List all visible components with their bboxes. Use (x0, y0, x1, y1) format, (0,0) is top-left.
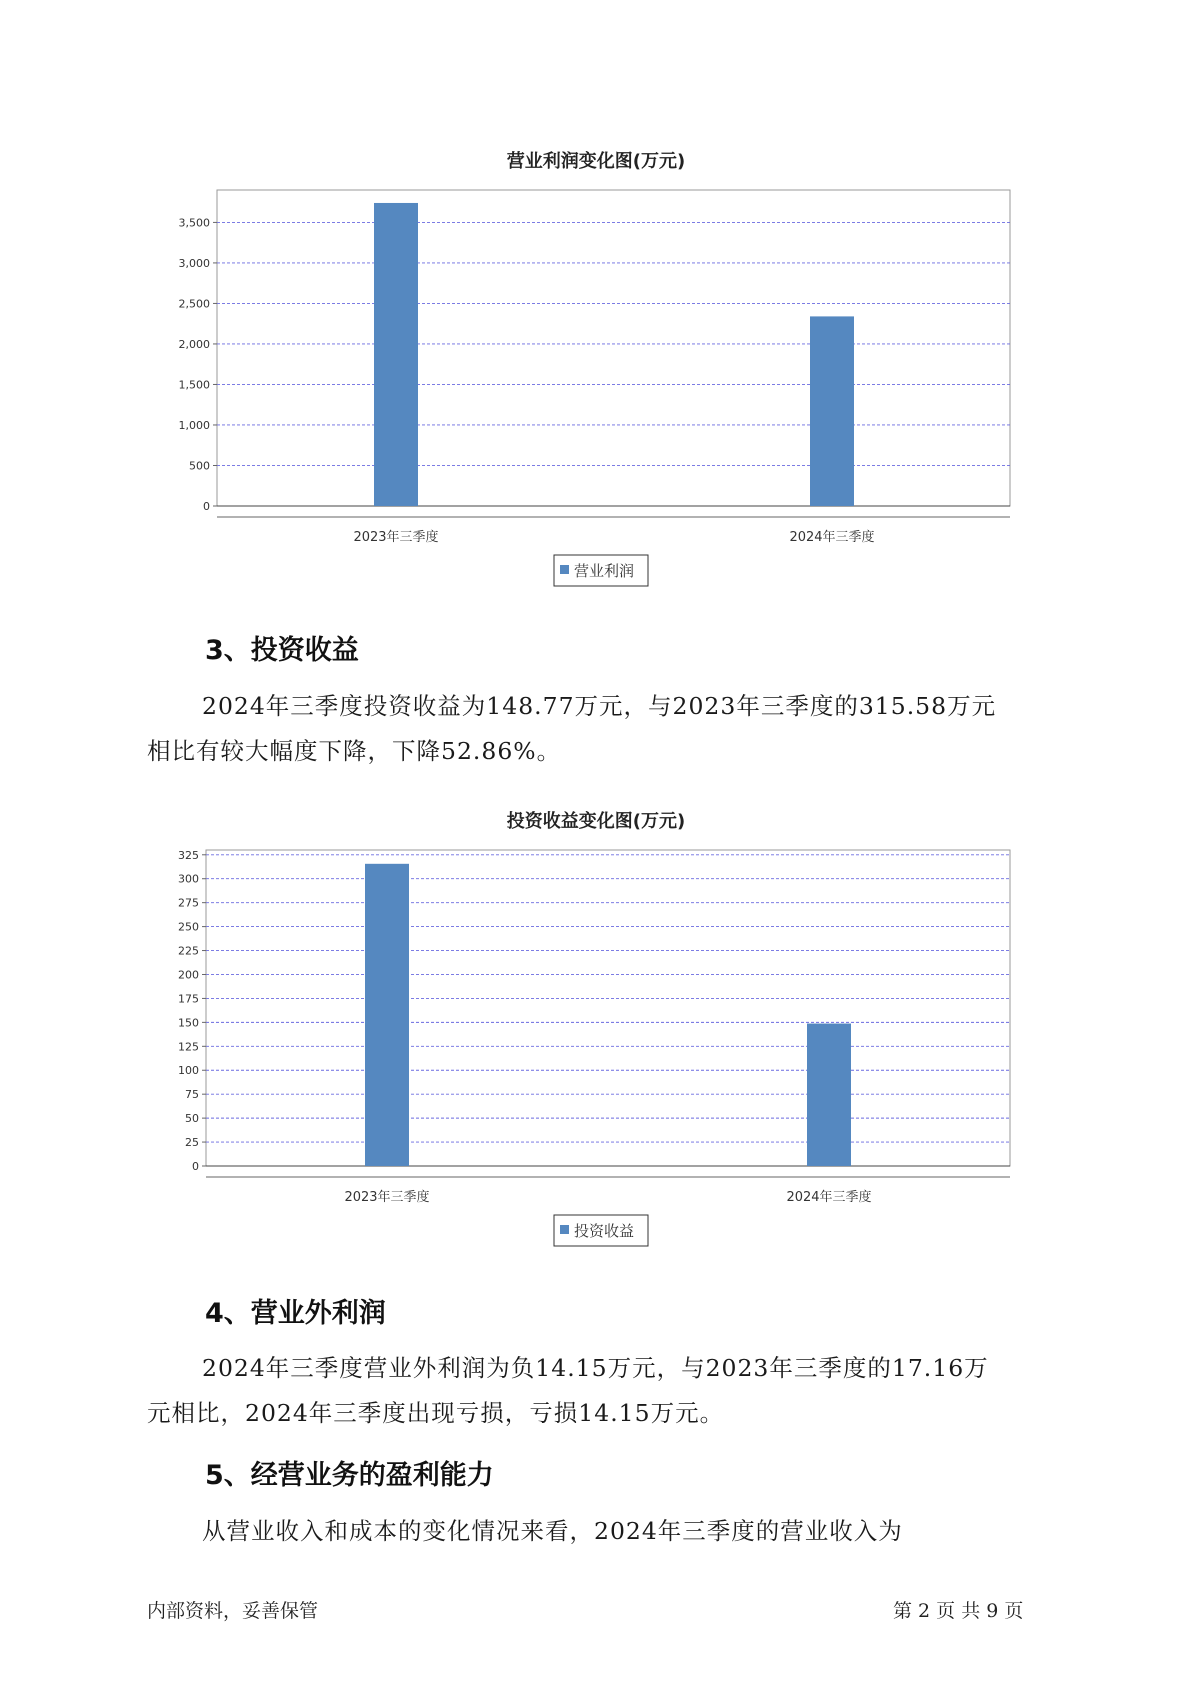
y-tick-label: 175 (178, 992, 199, 1006)
legend (554, 555, 648, 586)
bar-2 (807, 1024, 851, 1166)
y-tick-label: 0 (203, 500, 210, 513)
x-category-label: 2024年三季度 (786, 1190, 872, 1205)
legend-label: 营业利润 (574, 562, 635, 580)
section-4-line-2: 元相比，2024年三季度出现亏损，亏损14.15万元。 (147, 1399, 725, 1427)
section-4-paragraph (147, 1346, 1047, 1436)
footer-confidential-note: 内部资料，妥善保管 (147, 1600, 319, 1622)
bar-1 (365, 864, 409, 1166)
section-5-paragraph (147, 1509, 1047, 1554)
chart-title: 投资收益变化图(万元) (506, 811, 686, 832)
y-tick-label: 125 (178, 1040, 199, 1054)
y-tick-label: 200 (178, 968, 199, 982)
operating-profit-chart (0, 140, 1191, 600)
investment-income-chart-svg (0, 800, 1191, 1260)
legend-swatch (560, 565, 569, 574)
section-3-heading: 3、投资收益 (205, 635, 359, 666)
y-tick-label: 1,000 (178, 418, 210, 432)
y-tick-label: 100 (178, 1064, 199, 1078)
y-tick-label: 2,000 (178, 337, 210, 351)
y-tick-label: 275 (178, 896, 199, 910)
y-tick-label: 3,000 (178, 256, 210, 270)
y-tick-label: 1,500 (178, 378, 210, 392)
y-tick-label: 75 (185, 1088, 199, 1102)
section-5-line-1: 从营业收入和成本的变化情况来看，2024年三季度的营业收入为 (202, 1517, 903, 1545)
plot-area (217, 190, 1010, 506)
y-tick-label: 50 (185, 1112, 199, 1126)
y-tick-label: 325 (178, 848, 199, 862)
y-tick-label: 3,500 (178, 216, 210, 230)
section-4-line-1: 2024年三季度营业外利润为负14.15万元，与2023年三季度的17.16万 (202, 1354, 989, 1382)
operating-profit-chart-svg (0, 140, 1191, 600)
bar-2 (810, 316, 854, 506)
footer-page-number: 第 2 页 共 9 页 (893, 1600, 1024, 1622)
section-3-line-1: 2024年三季度投资收益为148.77万元，与2023年三季度的315.58万元 (202, 692, 997, 720)
y-tick-label: 2,500 (178, 297, 210, 311)
legend-label: 投资收益 (574, 1222, 635, 1240)
plot-area (206, 850, 1010, 1166)
x-category-label: 2023年三季度 (344, 1190, 430, 1205)
y-tick-label: 25 (185, 1136, 199, 1150)
section-4-heading: 4、营业外利润 (205, 1298, 386, 1329)
investment-income-chart (0, 800, 1191, 1260)
y-tick-label: 300 (178, 872, 199, 886)
y-tick-label: 225 (178, 944, 199, 958)
x-category-label: 2024年三季度 (789, 530, 875, 545)
legend-swatch (560, 1225, 569, 1234)
chart-title: 营业利润变化图(万元) (506, 151, 686, 172)
x-category-label: 2023年三季度 (353, 530, 439, 545)
y-tick-label: 150 (178, 1016, 199, 1030)
y-tick-label: 500 (189, 459, 210, 473)
section-3-line-2: 相比有较大幅度下降，下降52.86%。 (147, 737, 562, 765)
y-tick-label: 250 (178, 920, 199, 934)
section-5-heading: 5、经营业务的盈利能力 (205, 1460, 494, 1491)
legend (554, 1215, 648, 1246)
section-3-paragraph (147, 684, 1047, 774)
y-tick-label: 0 (192, 1160, 199, 1173)
bar-1 (374, 203, 418, 506)
